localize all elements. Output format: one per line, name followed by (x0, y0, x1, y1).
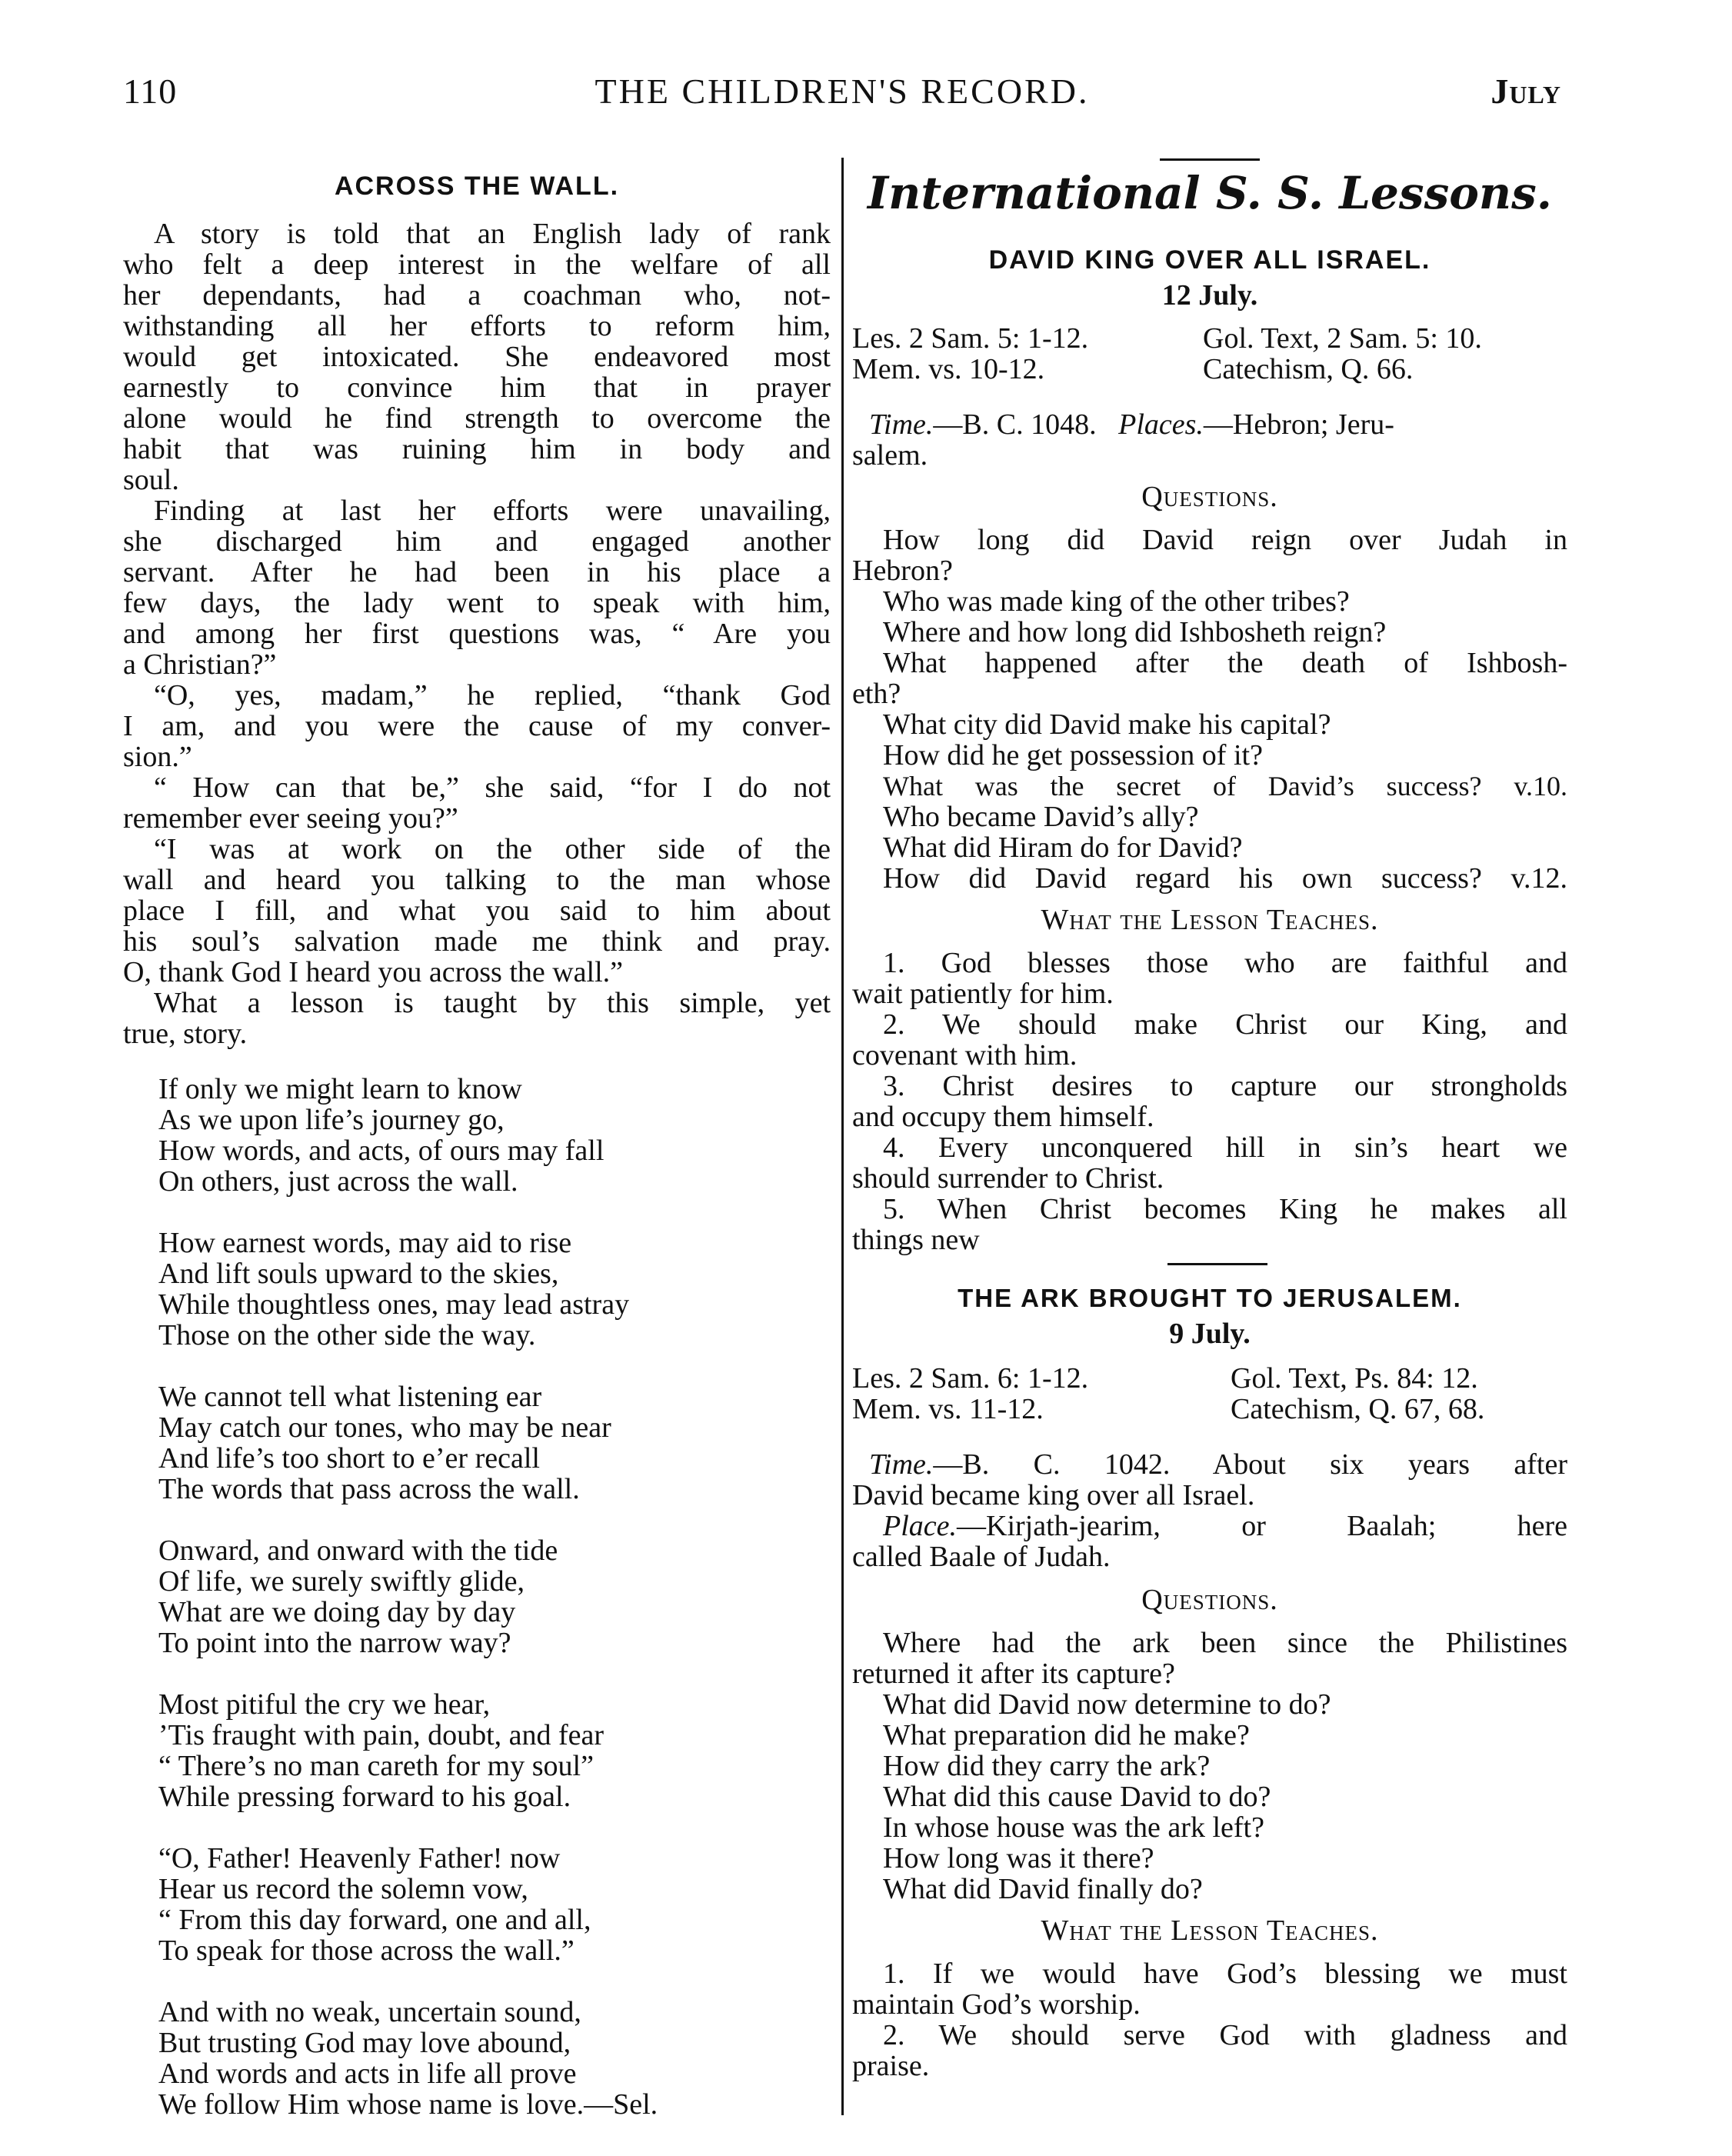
title-rule (1160, 158, 1260, 161)
lesson-date: 9 July. (1169, 1318, 1251, 1350)
poem-line: Onward, and onward with the tide (158, 1535, 558, 1567)
question-line: What was the secret of David’s success? v.10. (883, 771, 1567, 801)
question-line: In whose house was the ark left? (883, 1811, 1264, 1844)
column-divider (841, 158, 844, 2115)
poem-line: We follow Him whose name is love.—Sel. (158, 2088, 658, 2121)
question-line: How did he get possession of it? (883, 739, 1263, 771)
teaching-line: 5. When Christ becomes King he makes all (883, 1193, 1567, 1225)
catechism-ref: Catechism, Q. 67, 68. (1231, 1393, 1485, 1425)
teaching-line: 2. We should serve God with gladness and (883, 2019, 1567, 2051)
question-line: Who became David’s ally? (883, 801, 1199, 833)
teaching-line: praise. (852, 2050, 930, 2082)
story-line: habit that was ruining him in body and (123, 433, 831, 465)
story-line: “ How can that be,” she said, “for I do not (154, 771, 831, 804)
place-continued: called Baale of Judah. (852, 1541, 1111, 1573)
poem-line: To speak for those across the wall.” (158, 1934, 575, 1967)
question-line: What did David finally do? (883, 1873, 1203, 1905)
question-line: Where had the ark been since the Philistines (883, 1627, 1567, 1659)
teaching-line: maintain God’s worship. (852, 1988, 1141, 2021)
story-line: earnestly to convince him that in prayer (123, 372, 831, 404)
places-text: —Hebron; Jeru- (1203, 408, 1394, 441)
story-line: soul. (123, 464, 179, 496)
poem-line: To point into the narrow way? (158, 1627, 511, 1659)
poem-line: What are we doing day by day (158, 1596, 516, 1628)
poem-line: Of life, we surely swiftly glide, (158, 1565, 525, 1598)
teaching-line: wait patiently for him. (852, 978, 1114, 1010)
poem-line: On others, just across the wall. (158, 1165, 518, 1198)
poem-line: Most pitiful the cry we hear, (158, 1688, 491, 1721)
teaching-line: things new (852, 1224, 980, 1256)
questions-heading: Questions. (1141, 481, 1278, 513)
poem-line: And words and acts in life all prove (158, 2058, 577, 2090)
question-line: How long was it there? (883, 1842, 1154, 1874)
teaching-line: 4. Every unconquered hill in sin’s heart we (883, 1131, 1567, 1164)
golden-text: Gol. Text, Ps. 84: 12. (1231, 1362, 1478, 1395)
question-line: What preparation did he make? (883, 1719, 1250, 1751)
issue-month: July (1491, 72, 1561, 111)
story-line: “O, yes, madam,” he replied, “thank God (154, 679, 831, 711)
question-line: How did David regard his own success? v.12. (883, 862, 1567, 895)
time-label: Time. (869, 408, 934, 441)
poem-line: Those on the other side the way. (158, 1319, 536, 1351)
poem-line: “ There’s no man careth for my soul” (158, 1750, 594, 1782)
question-line: What happened after the death of Ishbosh- (883, 647, 1567, 679)
story-line: a Christian?” (123, 648, 277, 681)
story-line: servant. After he had been in his place a (123, 556, 831, 588)
poem-line: Hear us record the solemn vow, (158, 1873, 528, 1905)
time-places (852, 409, 1567, 440)
question-line: How long did David reign over Judah in (883, 524, 1567, 556)
story-line: would get intoxicated. She endeavored most (123, 341, 831, 373)
story-line: O, thank God I heard you across the wall.” (123, 956, 624, 988)
story-line: withstanding all her efforts to reform him, (123, 310, 831, 342)
question-line: returned it after its capture? (852, 1658, 1175, 1690)
poem-line: But trusting God may love abound, (158, 2027, 571, 2059)
poem-line: As we upon life’s journey go, (158, 1104, 505, 1136)
story-line: who felt a deep interest in the welfare of all (123, 248, 831, 281)
story-line: and among her first questions was, “ Are you (123, 618, 831, 650)
time-text: —B. C. 1042. About six years after (933, 1448, 1567, 1481)
story-line: What a lesson is taught by this simple, yet (154, 987, 831, 1019)
teaching-line: covenant with him. (852, 1039, 1078, 1071)
question-line: eth? (852, 678, 901, 710)
golden-text: Gol. Text, 2 Sam. 5: 10. (1203, 322, 1482, 355)
story-line: wall and heard you talking to the man whose (123, 864, 831, 896)
story-line: “I was at work on the other side of the (154, 833, 831, 865)
story-line: few days, the lady went to speak with him, (123, 587, 831, 619)
story-line: sion.” (123, 741, 192, 773)
time-continued: David became king over all Israel. (852, 1479, 1255, 1511)
story-line: A story is told that an English lady of rank (154, 218, 831, 250)
story-line: true, story. (123, 1018, 248, 1050)
time-text: —B. C. 1048. (933, 408, 1097, 441)
time-label: Time. (869, 1448, 934, 1481)
poem-line: ’Tis fraught with pain, doubt, and fear (158, 1719, 605, 1751)
lesson-rule (1167, 1263, 1267, 1265)
story-line: his soul’s salvation made me think and pray. (123, 925, 831, 958)
poem-line: And with no weak, uncertain sound, (158, 1996, 581, 2028)
poem-line: “O, Father! Heavenly Father! now (158, 1842, 561, 1874)
lesson-passage: Les. 2 Sam. 5: 1-12. (852, 322, 1089, 355)
lesson-date: 12 July. (1161, 279, 1258, 312)
story-line: her dependants, had a coachman who, not- (123, 279, 831, 312)
teaching-line: 1. If we would have God’s blessing we must (883, 1958, 1567, 1990)
place-label: Place. (883, 1510, 958, 1542)
poem-line: “ From this day forward, one and all, (158, 1904, 591, 1936)
question-line: Where and how long did Ishbosheth reign? (883, 616, 1387, 648)
question-line: Hebron? (852, 555, 953, 587)
teaching-line: 1. God blesses those who are faithful and (883, 947, 1567, 979)
page-number: 110 (123, 72, 178, 111)
teaching-line: 3. Christ desires to capture our strongholds (883, 1070, 1567, 1102)
teaches-heading: What the Lesson Teaches. (1041, 904, 1379, 936)
catechism-ref: Catechism, Q. 66. (1203, 353, 1414, 385)
question-line: Who was made king of the other tribes? (883, 585, 1350, 618)
teaching-line: 2. We should make Christ our King, and (883, 1008, 1567, 1041)
lesson-title: DAVID KING OVER ALL ISRAEL. (988, 245, 1431, 275)
poem-line: May catch our tones, who may be near (158, 1411, 611, 1444)
lesson-references (852, 323, 1567, 385)
time-line (852, 1449, 1567, 1480)
poem-line: If only we might learn to know (158, 1073, 522, 1105)
journal-title: THE CHILDREN'S RECORD. (595, 72, 1090, 111)
poem-line: How words, and acts, of ours may fall (158, 1135, 605, 1167)
question-line: How did they carry the ark? (883, 1750, 1211, 1782)
memory-verses: Mem. vs. 11-12. (852, 1393, 1044, 1425)
story-line: remember ever seeing you?” (123, 802, 458, 835)
story-line: Finding at last her efforts were unavailing, (154, 495, 831, 527)
teaches-heading: What the Lesson Teaches. (1041, 1914, 1379, 1947)
story-line: she discharged him and engaged another (123, 525, 831, 558)
question-line: What did Hiram do for David? (883, 831, 1243, 864)
places-label: Places. (1118, 408, 1204, 441)
place-line (852, 1511, 1567, 1541)
story-line: place I fill, and what you said to him about (123, 895, 831, 927)
memory-verses: Mem. vs. 10-12. (852, 353, 1045, 385)
story-line: I am, and you were the cause of my conver- (123, 710, 831, 742)
places-continued: salem. (852, 439, 928, 472)
poem-line: And life’s too short to e’er recall (158, 1442, 540, 1475)
poem-line: While pressing forward to his goal. (158, 1781, 571, 1813)
poem-line: How earnest words, may aid to rise (158, 1227, 572, 1259)
question-line: What did David now determine to do? (883, 1688, 1331, 1721)
lesson-title: THE ARK BROUGHT TO JERUSALEM. (958, 1284, 1462, 1312)
question-line: What did this cause David to do? (883, 1781, 1271, 1813)
section-title: International S. S. Lessons. (868, 167, 1552, 219)
questions-heading: Questions. (1141, 1584, 1278, 1616)
lesson-references (852, 1363, 1567, 1425)
poem-line: We cannot tell what listening ear (158, 1381, 542, 1413)
story-title: ACROSS THE WALL. (334, 172, 620, 201)
question-line: What city did David make his capital? (883, 708, 1331, 741)
place-text: —Kirjath-jearim, or Baalah; here (957, 1510, 1567, 1542)
teaching-line: should surrender to Christ. (852, 1162, 1164, 1195)
poem-line: And lift souls upward to the skies, (158, 1258, 559, 1290)
lesson-passage: Les. 2 Sam. 6: 1-12. (852, 1362, 1089, 1395)
teaching-line: and occupy them himself. (852, 1101, 1154, 1133)
poem-line: While thoughtless ones, may lead astray (158, 1288, 630, 1321)
story-line: alone would he find strength to overcome the (123, 402, 831, 435)
running-header (123, 71, 1561, 117)
poem-line: The words that pass across the wall. (158, 1473, 580, 1505)
